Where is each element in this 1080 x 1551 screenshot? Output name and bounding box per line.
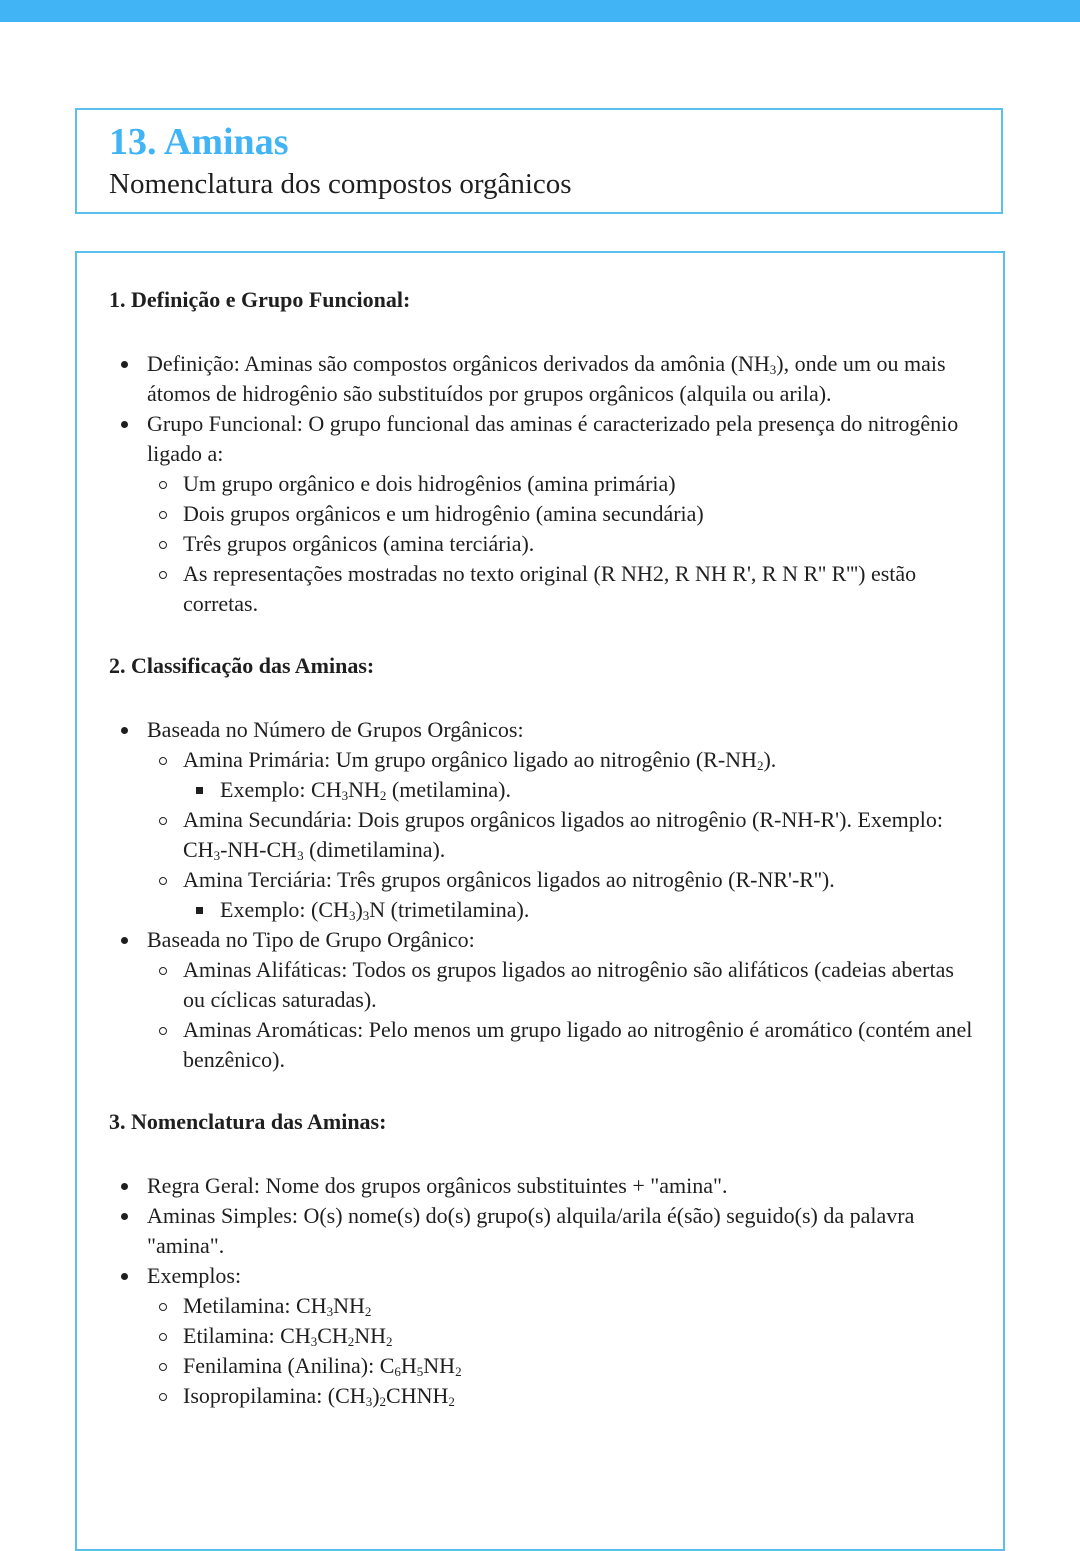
page-subtitle: Nomenclatura dos compostos orgânicos [109, 168, 572, 200]
sub-list [147, 955, 977, 1075]
list-item-isopropilamina: Isopropilamina: $(CH_3)_2CHNH_2$ [147, 1381, 977, 1411]
list-item: Um grupo orgânico e dois hidrogênios (amina primária) [147, 469, 977, 499]
section-nomenclatura [109, 1103, 977, 1411]
list-item: As representações mostradas no texto original (R NH2, R NH R', R N R'' R''') estão corretas. [147, 559, 977, 619]
list-item-regra: Regra Geral: Nome dos grupos orgânicos substituintes + "amina". [109, 1171, 977, 1201]
list-item-definicao: Definição: Aminas são compostos orgânicos derivados da amônia $(NH_3)$, onde um ou mais átomos de hidrogênio são substituídos por grupos orgânicos (alquila ou arila). [109, 349, 977, 409]
list-item-exemplos: Exemplos: Metilamina: $CH_3NH_2$ Etilamina: $CH_3CH_2NH_2$ Fenilamina (Anilina): $C_6H_5NH_2$ Isopropilamina: $(CH_3)_2CHNH_2$ [109, 1261, 977, 1411]
section-heading: 3. Nomenclatura das Aminas: [109, 1109, 387, 1134]
content-body [109, 281, 977, 1439]
list-item-simples: Aminas Simples: O(s) nome(s) do(s) grupo(s) alquila/arila é(são) seguido(s) da palavra "amina". [109, 1201, 977, 1261]
list-item-aromaticas: Aminas Aromáticas: Pelo menos um grupo ligado ao nitrogênio é aromático (contém anel benzênico). [147, 1015, 977, 1075]
list-item-tipo-grupo: Baseada no Tipo de Grupo Orgânico: Aminas Alifáticas: Todos os grupos ligados ao nitrogênio são alifáticos (cadeias abertas ou cíclicas saturadas). Aminas Aromáticas: Pelo menos um grupo ligado ao nitrogênio é aromático (contém anel benzênico). [109, 925, 977, 1075]
section-classificacao [109, 647, 977, 1075]
header-card [75, 108, 1003, 214]
sub-list [147, 745, 977, 925]
list-item-numero-grupos: Baseada no Número de Grupos Orgânicos: Amina Primária: Um grupo orgânico ligado ao nitrogênio $(R-NH_2)$. Exemplo: $CH_3NH_2$ (metilamina). Amina Secundária: Dois grupos orgânicos ligados ao nitrogênio (R-NH-R'). Exemplo: $CH_3-NH-CH_3$ (dimetilamina). Amina Terciária: Três grupos orgânicos ligados ao nitrogênio (R-NR'-R''). Exemplo: $(CH_3)_3N$ (trimetilamina). [109, 715, 977, 925]
list-item-example: Exemplo: $(CH_3)_3N$ (trimetilamina). [183, 895, 977, 925]
list-item-etilamina: Etilamina: $CH_3CH_2NH_2$ [147, 1321, 977, 1351]
sub-sub-list [183, 775, 977, 805]
list-item-example: Exemplo: $CH_3NH_2$ (metilamina). [183, 775, 977, 805]
sub-list [147, 1291, 977, 1411]
list-item-secundaria: Amina Secundária: Dois grupos orgânicos ligados ao nitrogênio (R-NH-R'). Exemplo: $CH_3-NH-CH_3$ (dimetilamina). [147, 805, 977, 865]
section-heading: 2. Classificação das Aminas: [109, 653, 375, 678]
list-item: Três grupos orgânicos (amina terciária). [147, 529, 977, 559]
sub-sub-list [183, 895, 977, 925]
sub-list [147, 469, 977, 619]
page-title: 13. Aminas [109, 121, 289, 163]
list-item-fenilamina: Fenilamina (Anilina): $C_6H_5NH_2$ [147, 1351, 977, 1381]
section-heading: 1. Definição e Grupo Funcional: [109, 287, 411, 312]
section-definicao [109, 281, 977, 619]
list-item-alifaticas: Aminas Alifáticas: Todos os grupos ligados ao nitrogênio são alifáticos (cadeias abertas ou cíclicas saturadas). [147, 955, 977, 1015]
list-item: Dois grupos orgânicos e um hidrogênio (amina secundária) [147, 499, 977, 529]
bullet-list [109, 349, 977, 619]
list-item-primaria: Amina Primária: Um grupo orgânico ligado ao nitrogênio $(R-NH_2)$. Exemplo: $CH_3NH_2$ (metilamina). [147, 745, 977, 805]
list-item-terciaria: Amina Terciária: Três grupos orgânicos ligados ao nitrogênio (R-NR'-R''). Exemplo: $(CH_3)_3N$ (trimetilamina). [147, 865, 977, 925]
bullet-list [109, 715, 977, 1075]
list-item-grupo-funcional: Grupo Funcional: O grupo funcional das aminas é caracterizado pela presença do nitrogênio ligado a: Um grupo orgânico e dois hidrogênios (amina primária) Dois grupos orgânicos e um hidrogênio (amina secundária) Três grupos orgânicos (amina terciária). As representações mostradas no texto original (R NH2, R NH R', R N R'' R''') estão corretas. [109, 409, 977, 619]
top-accent-bar [0, 0, 1080, 22]
list-item-metilamina: Metilamina: $CH_3NH_2$ [147, 1291, 977, 1321]
bullet-list [109, 1171, 977, 1411]
content-card [75, 251, 1005, 1551]
